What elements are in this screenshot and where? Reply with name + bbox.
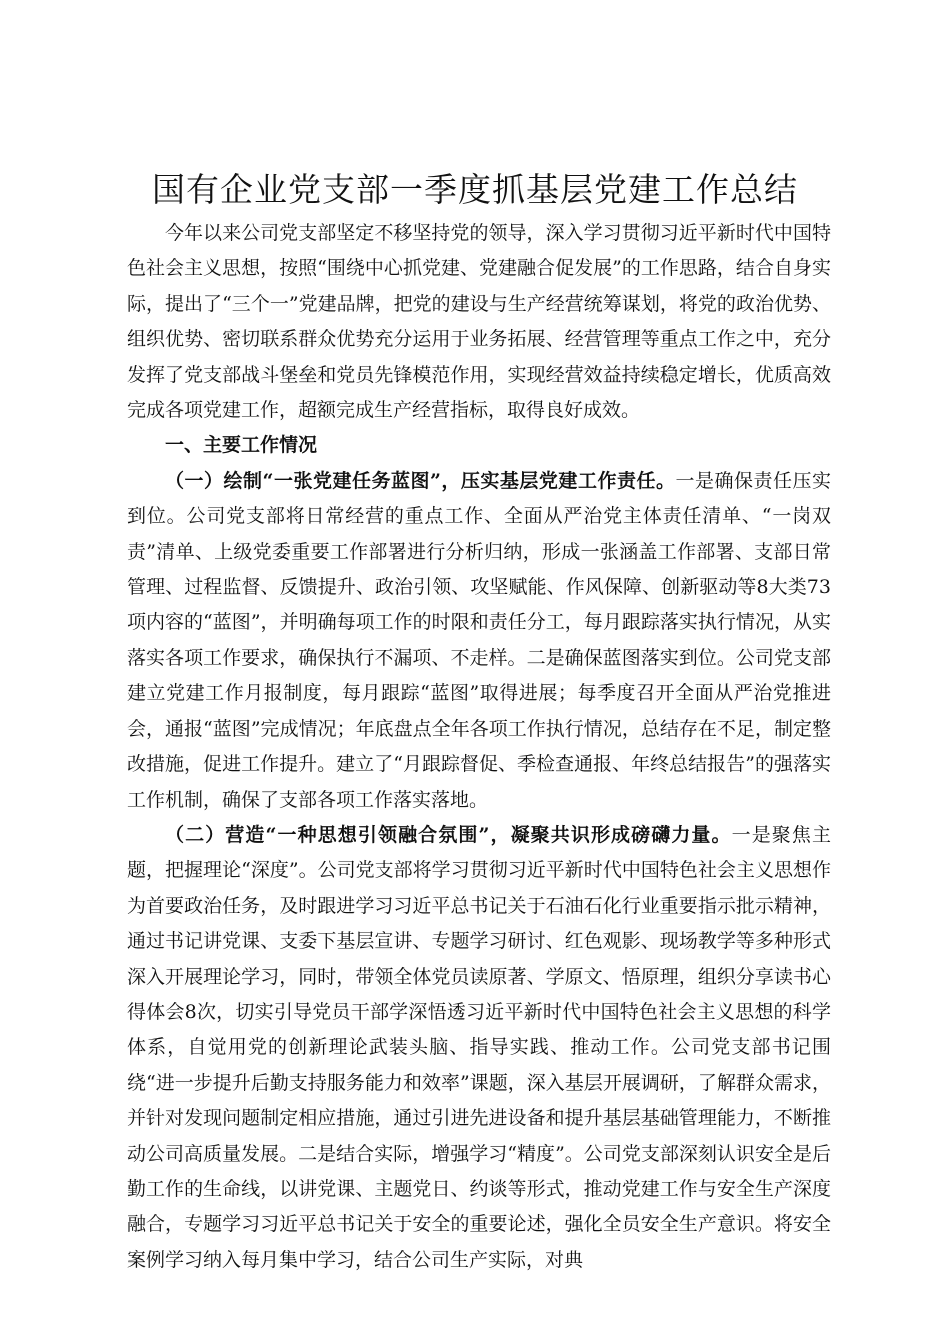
document-body <box>127 216 831 1278</box>
document-title: 国有企业党支部一季度抓基层党建工作总结 <box>152 170 798 209</box>
subsection-2-heading: （二）营造“一种思想引领融合氛围”，凝聚共识形成磅礴力量。 <box>165 823 732 846</box>
intro-paragraph: 今年以来公司党支部坚定不移坚持党的领导，深入学习贯彻习近平新时代中国特色社会主义思想，按照“围绕中心抓党建、党建融合促发展”的工作思路，结合自身实际，提出了“三个一”党建品牌，把党的建设与生产经营统筹谋划，将党的政治优势、组织优势、密切联系群众优势充分运用于业务拓展、经营管理等重点工作之中，充分发挥了党支部战斗堡垒和党员先锋模范作用，实现经营效益持续稳定增长，优质高效完成各项党建工作，超额完成生产经营指标，取得良好成效。 <box>127 222 831 422</box>
subsection-1-paragraph <box>127 464 831 818</box>
subsection-1-heading: （一）绘制“一张党建任务蓝图”，压实基层党建工作责任。 <box>165 469 676 492</box>
subsection-2-paragraph <box>127 818 831 1278</box>
section-heading-main-work: 一、主要工作情况 <box>165 434 318 457</box>
subsection-2-text: 一是聚焦主题，把握理论“深度”。公司党支部将学习贯彻习近平新时代中国特色社会主义思想作为首要政治任务，及时跟进学习习近平总书记关于石油石化行业重要指示批示精神，通过书记讲党课、支委下基层宣讲、专题学习研讨、红色观影、现场教学等多种形式深入开展理论学习，同时，带领全体党员读原著、学原文、悟原理，组织分享读书心得体会8次，切实引导党员干部学深悟透习近平新时代中国特色社会主义思想的科学体系，自觉用党的创新理论武装头脑、指导实践、推动工作。公司党支部书记围绕“进一步提升后勤支持服务能力和效率”课题，深入基层开展调研，了解群众需求，并针对发现问题制定相应措施，通过引进先进设备和提升基层基础管理能力，不断推动公司高质量发展。二是结合实际，增强学习“精度”。公司党支部深刻认识安全是后勤工作的生命线，以讲党课、主题党日、约谈等形式，推动党建工作与安全生产深度融合，专题学习习近平总书记关于安全的重要论述，强化全员安全生产意识。将安全案例学习纳入每月集中学习，结合公司生产实际，对典 <box>127 823 831 1271</box>
subsection-1-text: 一是确保责任压实到位。公司党支部将日常经营的重点工作、全面从严治党主体责任清单、“一岗双责”清单、上级党委重要工作部署进行分析归纳，形成一张涵盖工作部署、支部日常管理、过程监督、反馈提升、政治引领、攻坚赋能、作风保障、创新驱动等8大类73项内容的“蓝图”，并明确每项工作的时限和责任分工，每月跟踪落实执行情况，从实落实各项工作要求，确保执行不漏项、不走样。二是确保蓝图落实到位。公司党支部建立党建工作月报制度，每月跟踪“蓝图”取得进展；每季度召开全面从严治党推进会，通报“蓝图”完成情况；年底盘点全年各项工作执行情况，总结存在不足，制定整改措施，促进工作提升。建立了“月跟踪督促、季检查通报、年终总结报告”的强落实工作机制，确保了支部各项工作落实落地。 <box>127 469 831 811</box>
